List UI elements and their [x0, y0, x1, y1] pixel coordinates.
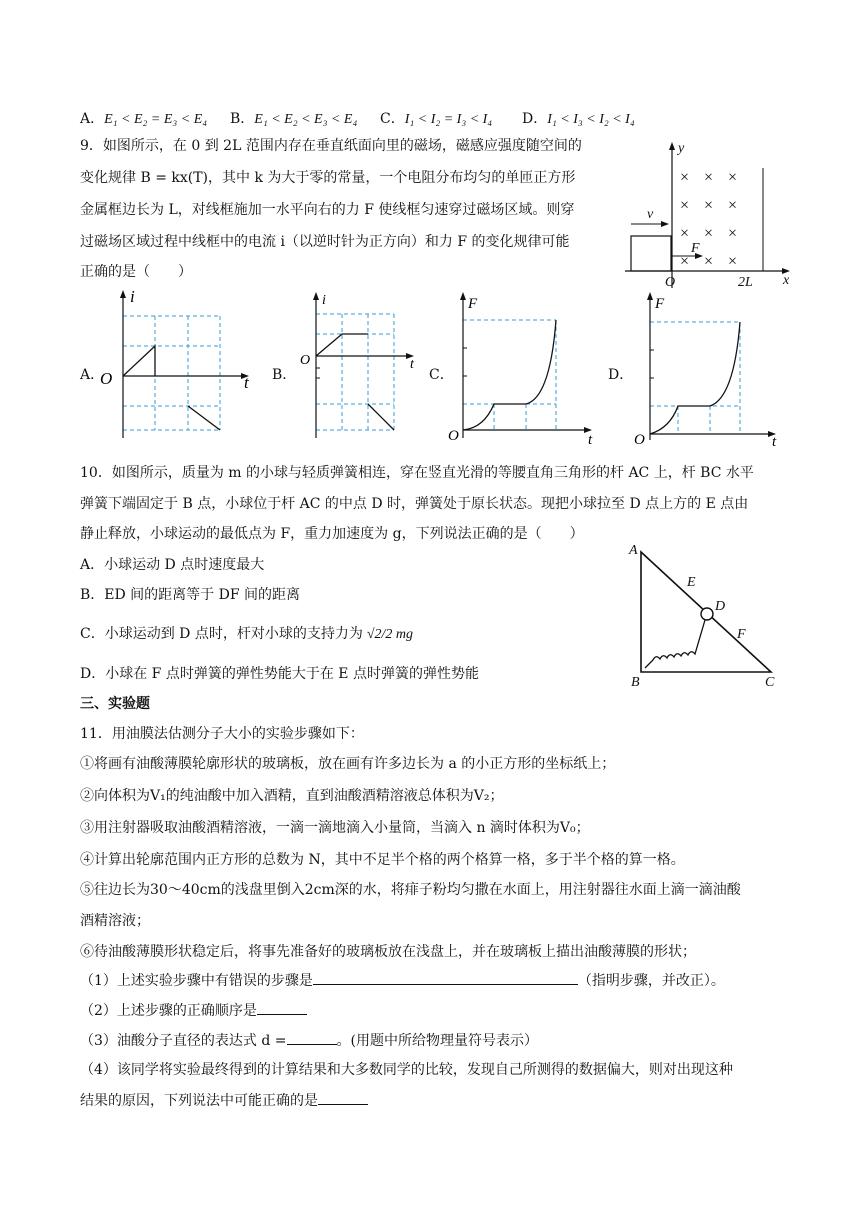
- q9-line-3: 金属框边长为 L，对线框施加一水平向右的力 F 使线框匀速穿过磁场区域。则穿: [80, 202, 575, 218]
- q8-option-b: B．E₁ < E₂ < E₃ < E₄: [230, 111, 358, 127]
- point-B: B: [631, 675, 640, 688]
- q10-option-c: C．小球运动到 D 点时，杆对小球的支持力为 √2/2 mg: [80, 626, 414, 642]
- force-label: F: [691, 241, 700, 256]
- cross-mark: ×: [728, 253, 738, 270]
- q9-magnetic-field-figure: [625, 138, 795, 288]
- origin-label: O: [665, 275, 676, 288]
- q9-graph-b: [296, 288, 426, 448]
- q11-step-6: ⑥待油酸薄膜形状稳定后，将事先准备好的玻璃板放在浅盘上，并在玻璃板上描出油酸薄膜的形状；: [80, 944, 696, 960]
- point-C: C: [765, 675, 775, 688]
- cross-mark: ×: [704, 253, 714, 270]
- q8-option-c: C．I₁ < I₂ = I₃ < I₄: [380, 111, 493, 127]
- y-axis-label: y: [678, 141, 685, 156]
- svg-text:F: F: [468, 296, 478, 312]
- option-c-value: √2/2 mg: [366, 627, 414, 642]
- svg-text:t: t: [410, 357, 414, 372]
- cross-mark: ×: [704, 197, 714, 214]
- q11-step-2: ②向体积为V₁的纯油酸中加入酒精，直到油酸酒精溶液总体积为V₂；: [80, 788, 504, 804]
- q11-step-5: ⑤往边长为30～40cm的浅盘里倒入2cm深的水，将痱子粉均匀撒在水面上，用注射器往水面上滴一滴油酸: [80, 882, 741, 898]
- cross-mark: ×: [680, 225, 690, 242]
- q10-option-b: B．ED 间的距离等于 DF 间的距离: [80, 587, 301, 603]
- q9-option-d-label: D．: [608, 367, 634, 383]
- q10-line-2: 弹簧下端固定于 B 点，小球位于杆 AC 的中点 D 时，弹簧处于原长状态。现把小球拉至 D 点上方的 E 点由: [80, 496, 749, 512]
- q10-option-a: A．小球运动 D 点时速度最大: [80, 557, 265, 573]
- svg-text:F: F: [655, 296, 665, 312]
- q11-sub-1: （1）上述实验步骤中有错误的步骤是 （指明步骤，并改正）。: [80, 970, 725, 991]
- svg-text:t: t: [772, 434, 777, 448]
- q11-step-4: ④计算出轮廓范围内正方形的总数为 N，其中不足半个格的两个格算一格，多于半个格的算一格。: [80, 852, 685, 868]
- q11-step-5-cont: 酒精溶液；: [80, 913, 150, 929]
- q10-line-3: 静止释放，小球运动的最低点为 F，重力加速度为 g，下列说法正确的是（ ）: [80, 526, 584, 542]
- q11-sub-4-line-1: （4）该同学将实验最终得到的计算结果和大多数同学的比较，发现自己所测得的数据偏大，则对出现这种: [80, 1062, 733, 1078]
- svg-text:i: i: [130, 288, 135, 306]
- svg-text:t: t: [588, 432, 593, 448]
- x-axis-label: x: [783, 273, 790, 288]
- q9-graph-c: [448, 288, 608, 448]
- svg-text:O: O: [300, 353, 311, 368]
- q11-step-3: ③用注射器吸取油酸酒精溶液，一滴一滴地滴入小量筒，当滴入 n 滴时体积为V₀；: [80, 820, 590, 836]
- cross-mark: ×: [680, 197, 690, 214]
- q9-option-b-label: B．: [272, 367, 297, 383]
- cross-mark: ×: [704, 225, 714, 242]
- cross-mark: ×: [728, 169, 738, 186]
- answer-blank-3[interactable]: [287, 1030, 337, 1045]
- cross-mark: ×: [704, 169, 714, 186]
- answer-blank-1[interactable]: [313, 970, 578, 985]
- point-A: A: [629, 543, 638, 558]
- q9-graph-a: [98, 288, 258, 448]
- svg-text:O: O: [634, 432, 645, 448]
- q9-line-5: 正确的是（ ）: [80, 264, 192, 280]
- cross-mark: ×: [680, 169, 690, 186]
- point-F: F: [737, 627, 746, 642]
- answer-blank-2[interactable]: [257, 1000, 307, 1015]
- section-header: 三、实验题: [80, 696, 150, 712]
- q10-triangle-figure: [625, 538, 785, 688]
- answer-blank-4[interactable]: [318, 1090, 368, 1105]
- q9-line-4: 过磁场区域过程中线框中的电流 i（以逆时针为正方向）和力 F 的变化规律可能: [80, 234, 570, 250]
- svg-text:O: O: [448, 428, 459, 444]
- q11-step-1: ①将画有油酸薄膜轮廓形状的玻璃板，放在画有许多边长为 a 的小正方形的坐标纸上；: [80, 756, 616, 772]
- q10-line-1: 10．如图所示，质量为 m 的小球与轻质弹簧相连，穿在竖直光滑的等腰直角三角形的杆 AC 上，杆 BC 水平: [80, 465, 754, 481]
- q9-line-2: 变化规律 B = kx(T)，其中 k 为大于零的常量，一个电阻分布均匀的单匝正方形: [80, 170, 576, 186]
- q11-sub-4-line-2: 结果的原因，下列说法中可能正确的是: [80, 1090, 368, 1111]
- q11-sub-2: （2）上述步骤的正确顺序是: [80, 1000, 307, 1021]
- point-D: D: [715, 599, 726, 614]
- q9-option-a-label: A．: [80, 367, 105, 383]
- svg-text:i: i: [322, 293, 326, 308]
- q8-option-d: D．I₁ < I₃ < I₂ < I₄: [522, 111, 635, 127]
- q11-intro: 11．用油膜法估测分子大小的实验步骤如下：: [80, 726, 364, 742]
- q9-line-1: 9．如图所示，在 0 到 2L 范围内存在垂直纸面向里的磁场，磁感应强度随空间的: [80, 138, 582, 154]
- q9-graph-d: [630, 288, 790, 448]
- point-E: E: [687, 575, 696, 590]
- q8-option-a: A．E₁ < E₂ = E₃ < E₄: [80, 111, 208, 127]
- svg-text:O: O: [100, 369, 113, 388]
- q11-sub-3: （3）油酸分子直径的表达式 d = 。(用题中所给物理量符号表示）: [80, 1030, 538, 1051]
- mark-2L: 2L: [738, 275, 753, 288]
- cross-mark: ×: [680, 253, 690, 270]
- q10-option-d: D．小球在 F 点时弹簧的弹性势能大于在 E 点时弹簧的弹性势能: [80, 666, 479, 682]
- svg-text:t: t: [244, 373, 249, 392]
- cross-mark: ×: [728, 197, 738, 214]
- velocity-label: v: [647, 207, 654, 222]
- q9-option-c-label: C．: [429, 367, 454, 383]
- cross-mark: ×: [728, 225, 738, 242]
